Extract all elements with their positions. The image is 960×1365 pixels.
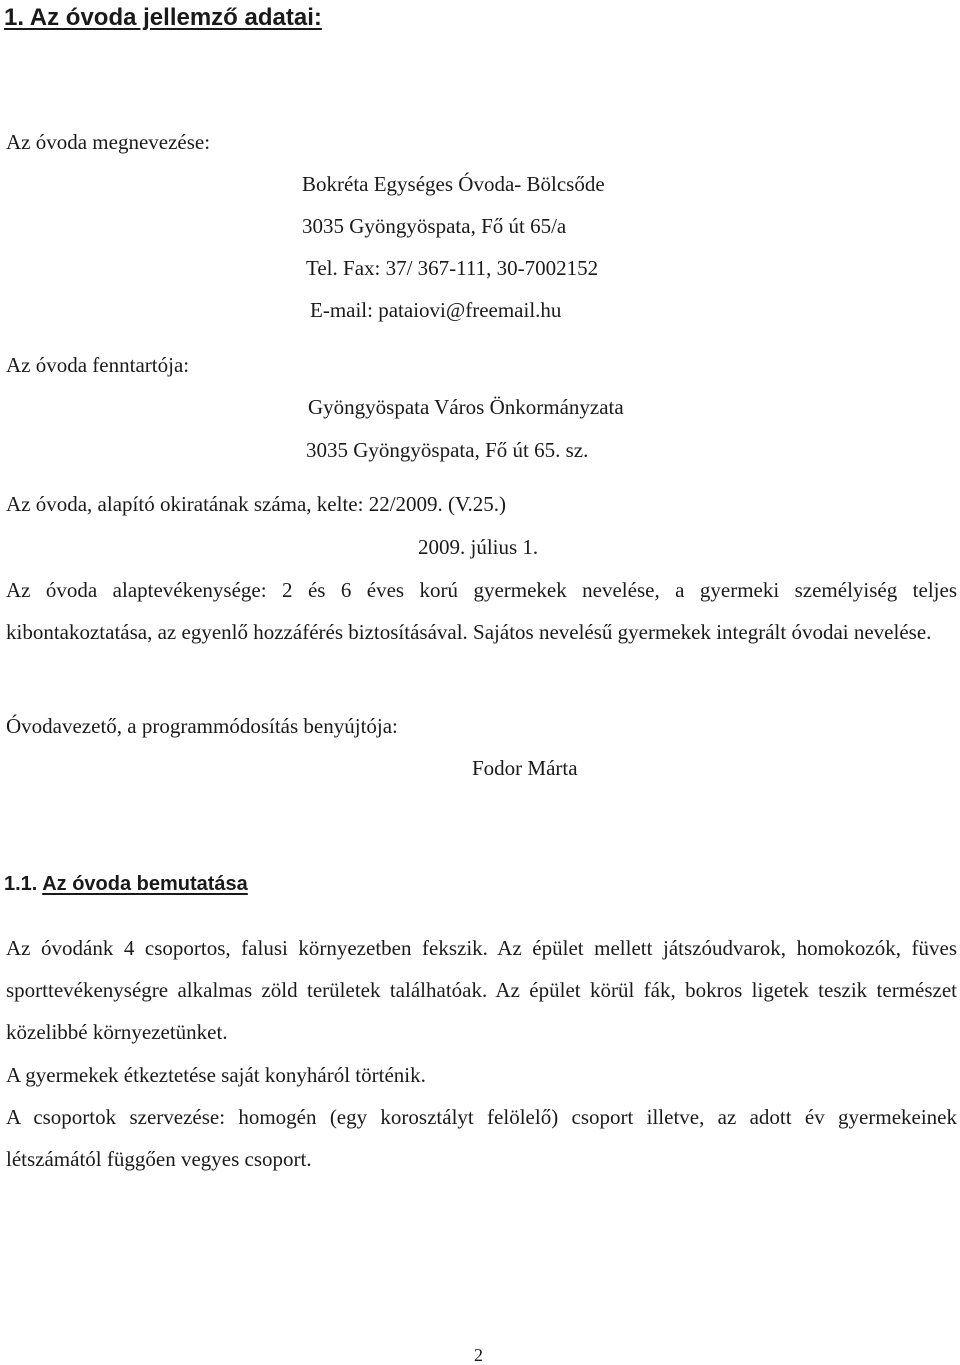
maintainer-label: Az óvoda fenntartója: — [6, 353, 190, 377]
kindergarten-name: Bokréta Egységes Óvoda- Bölcsőde — [302, 172, 605, 196]
activity-paragraph: Az óvoda alaptevékenysége: 2 és 6 éves korú gyermekek nevelése, a gyermeki személyiség teljes kibontakoztatása, az egyenlő hozzáférés biztosításával. Sajátos nevelésű gyermekek integrált óvodai nevelése. — [6, 578, 957, 644]
kindergarten-email: E-mail: pataiovi@freemail.hu — [310, 298, 562, 322]
deed-date: 2009. július 1. — [418, 535, 539, 559]
page-number: 2 — [474, 1345, 483, 1365]
director-name: Fodor Márta — [472, 756, 578, 780]
section-heading — [4, 874, 248, 894]
groups-paragraph: A csoportok szervezése: homogén (egy korosztályt felölelő) csoport illetve, az adott év gyermekeinek létszámától függően vegyes csoport. — [6, 1105, 957, 1171]
kindergarten-phone: Tel. Fax: 37/ 367-111, 30-7002152 — [306, 256, 599, 280]
maintainer-name: Gyöngyöspata Város Önkormányzata — [308, 395, 624, 419]
catering-paragraph: A gyermekek étkeztetése saját konyháról történik. — [6, 1063, 426, 1087]
section-number: 1.1. — [4, 873, 38, 895]
director-label: Óvodavezető, a programmódosítás benyújtója: — [6, 714, 398, 738]
intro-paragraph: Az óvodánk 4 csoportos, falusi környezetben fekszik. Az épület mellett játszóudvarok, homokozók, füves sporttevékenységre alkalmas zöld területek találhatóak. Az épület körül fák, bokros ligetek teszik természet közelibbé környezetünket. — [6, 936, 957, 1044]
deed-label: Az óvoda, alapító okiratának száma, kelte: 22/2009. (V.25.) — [6, 492, 506, 516]
name-label: Az óvoda megnevezése: — [6, 130, 211, 154]
page-heading: 1. Az óvoda jellemző adatai: — [4, 4, 322, 31]
section-title: Az óvoda bemutatása — [42, 873, 248, 895]
maintainer-address: 3035 Gyöngyöspata, Fő út 65. sz. — [306, 438, 589, 462]
kindergarten-address: 3035 Gyöngyöspata, Fő út 65/a — [302, 214, 567, 238]
